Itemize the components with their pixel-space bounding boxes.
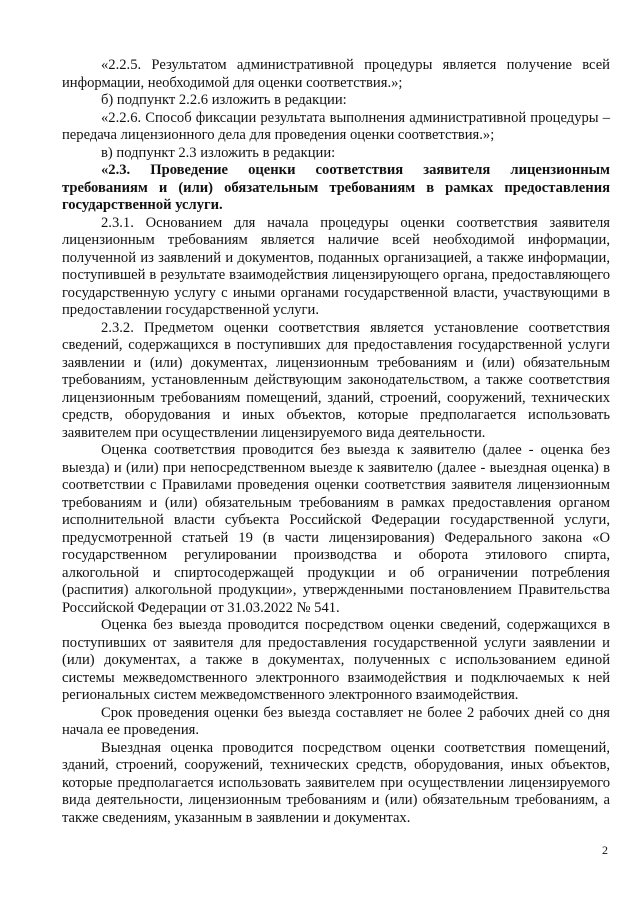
paragraph-2-2-5: «2.2.5. Результатом административной процедуры является получение всей информации, необходимой для оценки соответствия.»;	[62, 57, 610, 91]
document-body	[62, 57, 610, 827]
paragraph-remote-assessment: Оценка без выезда проводится посредством оценки сведений, содержащихся в поступивших от заявителя для предоставления государственной услуги заявлении и (или) документах, а также в документах, полученных с использованием единой системы межведомственного электронного взаимодействия и подключаемых к ней региональных систем межведомственного электронного взаимодействия.	[62, 617, 610, 703]
section-heading-text: «2.3. Проведение оценки соответствия заявителя лицензионным требованиям и (или) обязательным требованиям в рамках предоставления государственной услуги.	[62, 162, 610, 213]
paragraph-subpoint-b: б) подпункт 2.2.6 изложить в редакции:	[101, 92, 347, 108]
paragraph-assessment-types: Оценка соответствия проводится без выезда к заявителю (далее - оценка без выезда) и (или) при непосредственном выезде к заявителю (далее - выездная оценка) в соответствии с Правилами проведения оценки соответствия заявителя лицензионным требованиям и (или) обязательным требованиям в рамках предоставления органом исполнительной власти субъекта Российской Федерации государственной услуги, предусмотренной статьей 19 (в части лицензирования) Федерального закона «О государственном регулировании производства и оборота этилового спирта, алкогольной и спиртосодержащей продукции и об ограничении потребления (распития) алкогольной продукции», утвержденными постановлением Правительства Российской Федерации от 31.03.2022 № 541.	[62, 442, 610, 616]
paragraph-2-3-1: 2.3.1. Основанием для начала процедуры оценки соответствия заявителя лицензионным требованиям является наличие всей необходимой информации, полученной из заявлений и документов, поданных организацией, а также информации, поступившей в результате взаимодействия лицензирующего органа, предоставляющего государственную услугу с иными органами государственной власти, участвующими в предоставлении государственной услуги.	[62, 214, 610, 318]
page-number: 2	[602, 843, 608, 857]
section-heading-2-3	[62, 162, 610, 215]
paragraph-remote-assessment-term: Срок проведения оценки без выезда составляет не более 2 рабочих дней со дня начала ее проведения.	[62, 704, 610, 738]
paragraph-subpoint-v: в) подпункт 2.3 изложить в редакции:	[101, 144, 336, 161]
paragraph-onsite-assessment: Выездная оценка проводится посредством оценки соответствия помещений, зданий, строений, сооружений, технических средств, оборудования, иных объектов, которые предполагается использовать заявителем при осуществлении лицензируемого вида деятельности, лицензионным требованиям и (или) обязательным требованиям, а также сведениям, указанным в заявлении и документах.	[62, 739, 610, 826]
paragraph-2-3-2: 2.3.2. Предметом оценки соответствия является установление соответствия сведений, содержащихся в поступивших для предоставления государственной услуги заявлении и (или) документах, лицензионным требованиям и (или) обязательным требованиям, установленным действующим законодательством, а также соответствия лицензионным требованиям помещений, зданий, строений, сооружений, технических средств, оборудования и иных объектов, которые предполагается использовать заявителем при осуществлении лицензируемого вида деятельности.	[62, 319, 610, 441]
paragraph-2-2-6: «2.2.6. Способ фиксации результата выполнения административной процедуры – передача лицензионного дела для проведения оценки соответствия.»;	[62, 109, 610, 143]
